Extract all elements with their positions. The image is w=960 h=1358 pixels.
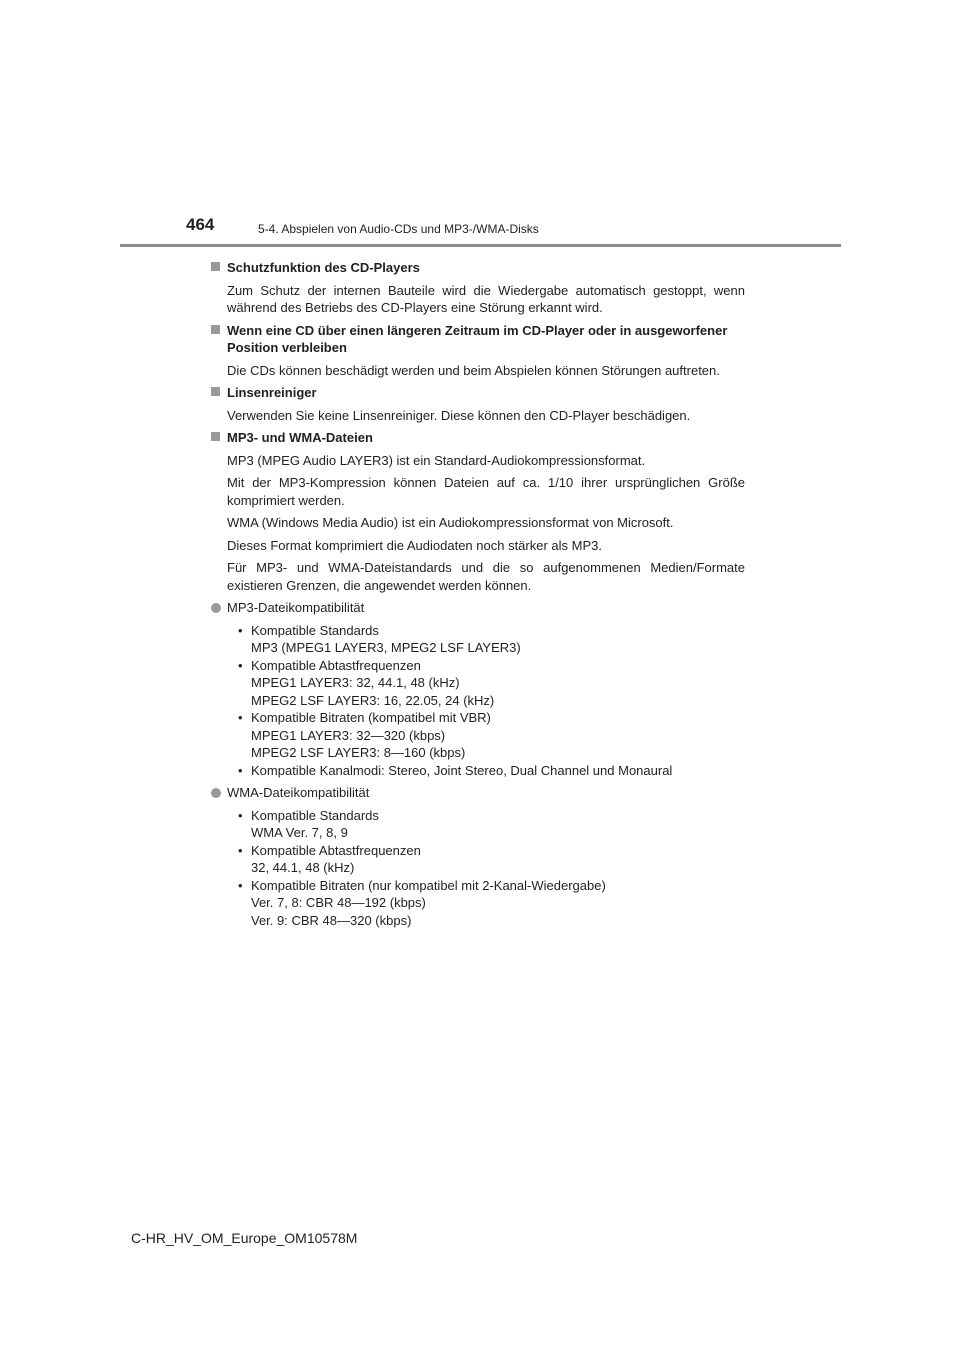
list-item: [238, 762, 745, 780]
list-item-value: WMA Ver. 7, 8, 9: [251, 825, 348, 840]
wma-compatibility-heading: [210, 784, 745, 802]
document-code: C-HR_HV_OM_Europe_OM10578M: [131, 1230, 358, 1246]
list-item-label: Kompatible Abtastfrequenzen: [251, 842, 421, 858]
square-bullet-icon: [211, 387, 220, 396]
paragraph: Dieses Format komprimiert die Audiodaten noch stärker als MP3.: [227, 537, 602, 553]
subheading-text: MP3-Dateikompatibilität: [227, 600, 365, 615]
paragraph: WMA (Windows Media Audio) ist ein Audiokompressionsformat von Microsoft.: [227, 515, 674, 530]
square-bullet-icon: [211, 325, 220, 334]
square-bullet-icon: [211, 432, 220, 441]
list-item: [238, 657, 745, 710]
list-item-label: Kompatible Standards: [251, 622, 379, 638]
circle-bullet-icon: [211, 788, 221, 798]
heading-text: Schutzfunktion des CD-Players: [227, 260, 420, 275]
heading-text: Linsenreiniger: [227, 385, 317, 400]
list-item-value: MPEG1 LAYER3: 32, 44.1, 48 (kHz): [251, 675, 460, 690]
list-item-label: Kompatible Bitraten (kompatibel mit VBR): [251, 710, 491, 725]
section-cd-long-time: [210, 322, 745, 380]
section-cd-protection: [210, 259, 745, 317]
bullet-dot: •: [238, 842, 243, 858]
main-content: [210, 256, 745, 934]
bullet-dot: •: [238, 877, 243, 893]
circle-bullet-icon: [211, 603, 221, 613]
heading-text: Wenn eine CD über einen längeren Zeitraum im CD-Player oder in ausgeworfener Position verbleiben: [227, 322, 728, 355]
section-title: 5-4. Abspielen von Audio-CDs und MP3-/WMA-Disks: [258, 222, 539, 236]
section-heading: [210, 384, 745, 402]
list-item-label: Kompatible Abtastfrequenzen: [251, 657, 421, 673]
section-heading: [210, 429, 745, 447]
section-heading: [210, 322, 745, 357]
paragraph: Mit der MP3-Kompression können Dateien auf ca. 1/10 ihrer ursprünglichen Größe komprimiert werden.: [227, 475, 745, 508]
section-heading: [210, 259, 745, 277]
list-item-value: 32, 44.1, 48 (kHz): [251, 860, 355, 875]
heading-text: MP3- und WMA-Dateien: [227, 430, 373, 445]
header-rule: [120, 244, 841, 247]
paragraph: Zum Schutz der internen Bauteile wird die Wiedergabe automatisch gestoppt, wenn während des Betriebs des CD-Players eine Störung erkannt wird.: [227, 282, 745, 315]
list-item-value: MP3 (MPEG1 LAYER3, MPEG2 LSF LAYER3): [251, 640, 521, 655]
bullet-dot: •: [238, 622, 243, 638]
bullet-dot: •: [238, 762, 243, 778]
mp3-compatibility-heading: [210, 599, 745, 617]
page-number: 464: [186, 215, 215, 234]
section-lens-cleaner: [210, 384, 745, 424]
list-item: [238, 842, 745, 877]
list-item: [238, 807, 745, 842]
list-item: [238, 622, 745, 657]
wma-compatibility-list: [238, 807, 745, 930]
list-item-value: MPEG1 LAYER3: 32—320 (kbps): [251, 727, 446, 743]
list-item: [238, 709, 745, 762]
paragraph: Verwenden Sie keine Linsenreiniger. Diese können den CD-Player beschädigen.: [227, 407, 691, 423]
list-item-value: MPEG2 LSF LAYER3: 8—160 (kbps): [251, 745, 466, 760]
list-item-value: Ver. 7, 8: CBR 48—192 (kbps): [251, 895, 426, 910]
mp3-compatibility-list: [238, 622, 745, 780]
square-bullet-icon: [211, 262, 220, 271]
list-item-label: Kompatible Bitraten (nur kompatibel mit 2-Kanal-Wiedergabe): [251, 877, 606, 893]
section-mp3-wma-files: [210, 429, 745, 929]
bullet-dot: •: [238, 807, 243, 823]
list-item: [238, 877, 745, 930]
paragraph: Für MP3- und WMA-Dateistandards und die so aufgenommenen Medien/Formate existieren Grenzen, die angewendet werden können.: [227, 560, 745, 593]
list-item-value: MPEG2 LSF LAYER3: 16, 22.05, 24 (kHz): [251, 692, 495, 708]
paragraph: Die CDs können beschädigt werden und beim Abspielen können Störungen auftreten.: [227, 362, 720, 378]
bullet-dot: •: [238, 710, 243, 725]
bullet-dot: •: [238, 657, 243, 673]
subheading-text: WMA-Dateikompatibilität: [227, 785, 370, 800]
list-item-label: Kompatible Kanalmodi: Stereo, Joint Stereo, Dual Channel und Monaural: [251, 762, 673, 778]
list-item-label: Kompatible Standards: [251, 807, 379, 823]
list-item-value: Ver. 9: CBR 48—320 (kbps): [251, 912, 412, 928]
paragraph: MP3 (MPEG Audio LAYER3) ist ein Standard-Audiokompressionsformat.: [227, 452, 646, 468]
